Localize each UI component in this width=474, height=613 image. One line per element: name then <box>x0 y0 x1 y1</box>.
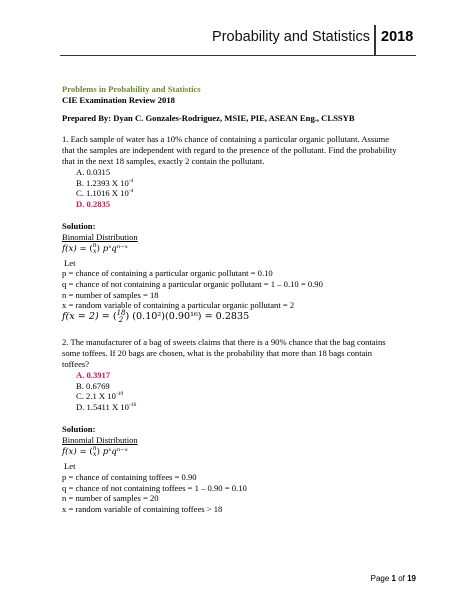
q2-text-line1: 2. The manufacturer of a bag of sweets claims that there is a 90% chance that the bag contains <box>62 337 386 347</box>
doc-subtitle: CIE Examination Review 2018 <box>62 95 175 105</box>
q2-option-c: C. 2.1 X $10^{-19}$ <box>76 391 124 401</box>
q1-text-line3: that in the next 18 samples, exactly 2 contain the pollutant. <box>62 156 265 166</box>
sol1-calculation: f(x = 2) = (18 2 ) (0.10²)(0.90¹⁶) = 0.2835 <box>62 308 250 324</box>
sol1-q: q = chance of not containing a particular organic pollutant = 1 – 0.10 = 0.90 <box>62 279 323 289</box>
doc-title: Problems in Probability and Statistics <box>62 84 201 94</box>
sol2-method: Binomial Distribution <box>62 435 138 445</box>
page-number: Page 1 of 19 <box>370 574 416 583</box>
sol2-heading: Solution: <box>62 424 96 434</box>
q2-option-b: B. 0.6769 <box>76 381 110 391</box>
q1-text-line2: that the samples are independent with regard to the presence of the pollutant. Find the probability <box>62 145 397 155</box>
q1-option-c: C. 1.1016 X $10^{-4}$ <box>76 188 134 198</box>
header-year: 2018 <box>381 29 414 45</box>
sol1-method: Binomial Distribution <box>62 232 138 242</box>
q2-option-a-answer: A. 0.3917 <box>76 370 111 380</box>
sol1-heading: Solution: <box>62 221 96 231</box>
sol2-q: q = chance of not containing toffees = 1 – 0.90 = 0.10 <box>62 483 247 493</box>
sol1-formula: f(x) = (n x) pˣqⁿ⁻ˣ <box>62 241 128 255</box>
sol1-p: p = chance of containing a particular organic pollutant = 0.10 <box>62 268 273 278</box>
sol1-n: n = number of samples = 18 <box>62 290 159 300</box>
doc-prepared-by: Prepared By: Dyan C. Gonzales-Rodriguez, MSIE, PIE, ASEAN Eng., CLSSYB <box>62 113 355 123</box>
q1-option-a: A. 0.0315 <box>76 167 111 177</box>
sol2-x: x = random variable of containing toffees > 18 <box>62 504 223 514</box>
q1-text-line1: 1. Each sample of water has a 10% chance of containing a particular organic pollutant. Assume <box>62 134 390 144</box>
q1-option-d-answer: D. 0.2835 <box>76 199 111 209</box>
q1-option-b: B. 1.2393 X $10^{-4}$ <box>76 178 134 188</box>
sol2-n: n = number of samples = 20 <box>62 493 159 503</box>
sol2-p: p = chance of containing toffees = 0.90 <box>62 472 197 482</box>
header-title: Probability and Statistics <box>212 29 370 45</box>
q2-text-line2: some toffees. If 20 bags are chosen, what is the probability that more than 18 bags contain <box>62 348 373 358</box>
sol1-x: x = random variable of containing a particular organic pollutant = 2 <box>62 300 295 310</box>
header-divider-horizontal <box>60 55 416 56</box>
sol2-let: Let <box>64 461 76 471</box>
q2-option-d: D. 1.5411 X $10^{-16}$ <box>76 402 137 412</box>
q2-text-line3: toffees? <box>62 359 90 369</box>
sol1-let: Let <box>64 258 76 268</box>
sol2-formula: f(x) = (n x) pˣqⁿ⁻ˣ <box>62 444 128 458</box>
header-divider-vertical <box>374 25 376 55</box>
